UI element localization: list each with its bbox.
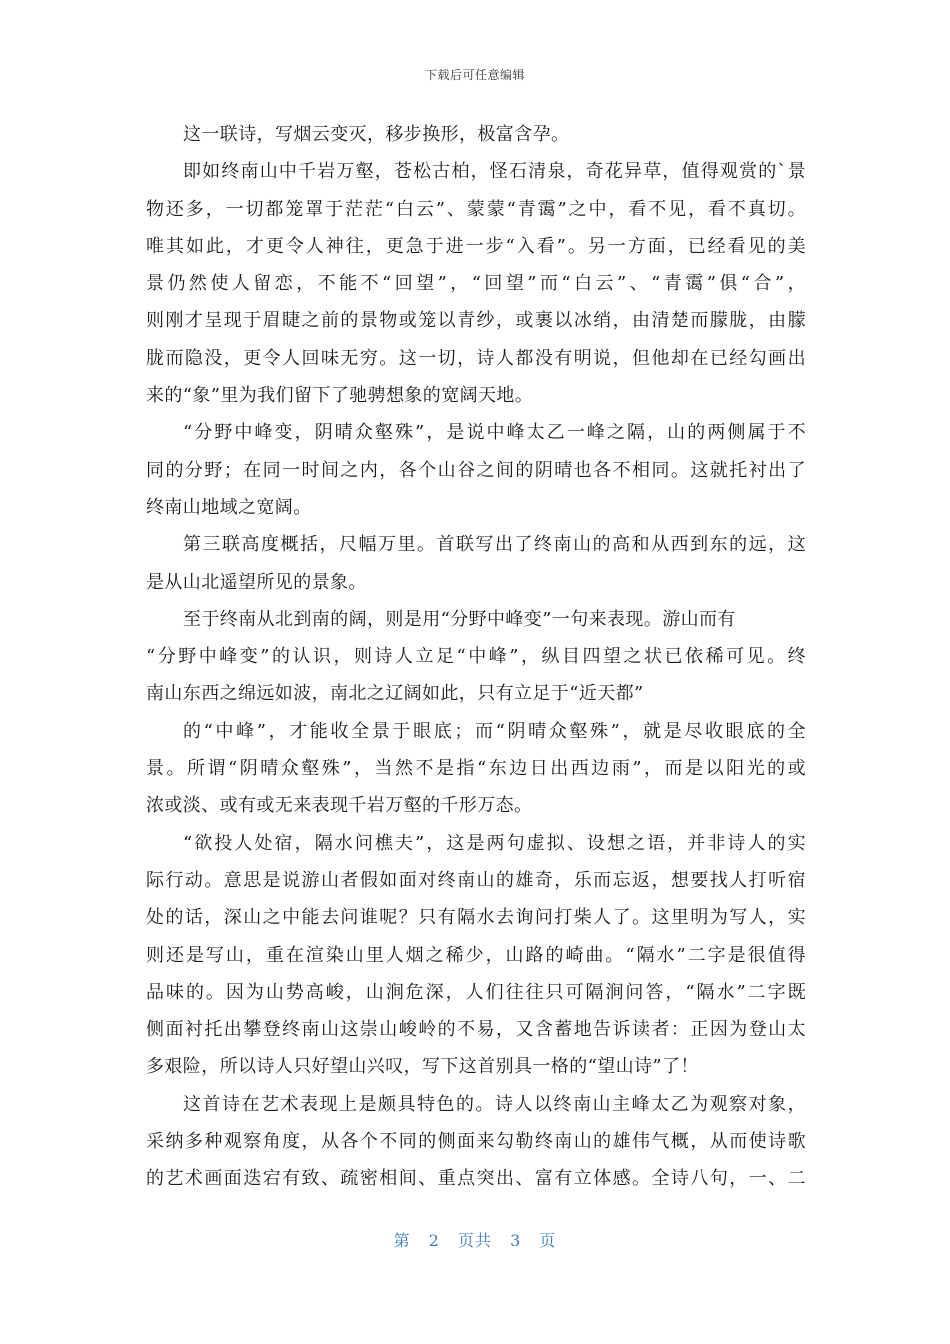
text-line: 景。所谓“阴晴众壑殊”，当然不是指“东边日出西边雨”，而是以阳光的或 <box>146 758 806 780</box>
page-number: 第 2 页共 3 页 <box>393 1231 557 1250</box>
text-line: 至于终南从北到南的阔，则是用“分野中峰变”一句来表现。游山而有 <box>183 608 736 630</box>
text-line: 浓或淡、或有或无来表现千岩万壑的千形万态。 <box>146 795 533 817</box>
text-line: 的艺术画面迭宕有致、疏密相间、重点突出、富有立体感。全诗八句，一、二 <box>146 1168 806 1190</box>
text-line: 胧而隐没，更令人回味无穷。这一切，诗人都没有明说，但他却在已经勾画出 <box>146 347 806 369</box>
text-line: 这一联诗，写烟云变灭，移步换形，极富含孕。 <box>183 124 570 145</box>
text-line: “分野中峰变，阴晴众壑殊”，是说中峰太乙一峰之隔，山的两侧属于不 <box>183 422 806 444</box>
text-line: 物还多，一切都笼罩于茫茫“白云”、蒙蒙“青霭”之中，看不见，看不真切。 <box>146 198 806 220</box>
text-line: 景仍然使人留恋，不能不“回望”，“回望”而“白云”、“青霭”俱“合”， <box>146 273 806 295</box>
text-line: 来的“象”里为我们留下了驰骋想象的宽阔天地。 <box>146 385 534 407</box>
text-line: 同的分野；在同一时间之内，各个山谷之间的阴晴也各不相同。这就托衬出了 <box>146 459 806 481</box>
body-text <box>146 116 806 1198</box>
text-line: 则还是写山，重在渲染山里人烟之稀少，山路的崎曲。“隔水”二字是很值得 <box>146 944 806 966</box>
text-line: 采纳多种观察角度，从各个不同的侧面来勾勒终南山的雄伟气概，从而使诗歌 <box>146 1131 806 1153</box>
text-line: 第三联高度概括，尺幅万里。首联写出了终南山的高和从西到东的远，这 <box>183 534 806 556</box>
text-line: 多艰险，所以诗人只好望山兴叹，写下这首别具一格的“望山诗”了！ <box>146 1056 699 1078</box>
text-line: 际行动。意思是说游山者假如面对终南山的雄奇，乐而忘返，想要找人打听宿 <box>146 869 806 891</box>
text-line: “欲投人处宿，隔水问樵夫”，这是两句虚拟、设想之语，并非诗人的实 <box>183 832 806 854</box>
text-line: “分野中峰变”的认识，则诗人立足“中峰”，纵目四望之状已依稀可见。终 <box>146 646 806 668</box>
text-line: 侧面衬托出攀登终南山这崇山峻岭的不易，又含蓄地告诉读者：正因为登山太 <box>146 1019 806 1041</box>
text-line: 处的话，深山之中能去问谁呢？只有隔水去询问打柴人了。这里明为写人，实 <box>146 907 806 929</box>
text-line: 即如终南山中千岩万壑，苍松古柏，怪石清泉，奇花异草，值得观赏的`景 <box>183 161 806 183</box>
text-line: 唯其如此，才更令人神往，更急于进一步“入看”。另一方面，已经看见的美 <box>146 235 806 257</box>
text-line: 是从山北遥望所见的景象。 <box>146 571 367 593</box>
text-line: 终南山地域之宽阔。 <box>146 496 312 518</box>
text-line: 这首诗在艺术表现上是颇具特色的。诗人以终南山主峰太乙为观察对象， <box>183 1093 806 1115</box>
text-line: 则刚才呈现于眉睫之前的景物或笼以青纱，或裹以冰绡，由清楚而朦胧，由朦 <box>146 310 806 332</box>
text-line: 的“中峰”，才能收全景于眼底；而“阴晴众壑殊”，就是尽收眼底的全 <box>183 720 806 742</box>
text-line: 品味的。因为山势高峻，山涧危深，人们往往只可隔涧问答，“隔水”二字既 <box>146 981 806 1003</box>
page-header: 下载后可任意编辑 <box>424 68 525 82</box>
text-line: 南山东西之绵远如波，南北之辽阔如此，只有立足于“近天都” <box>146 683 644 705</box>
